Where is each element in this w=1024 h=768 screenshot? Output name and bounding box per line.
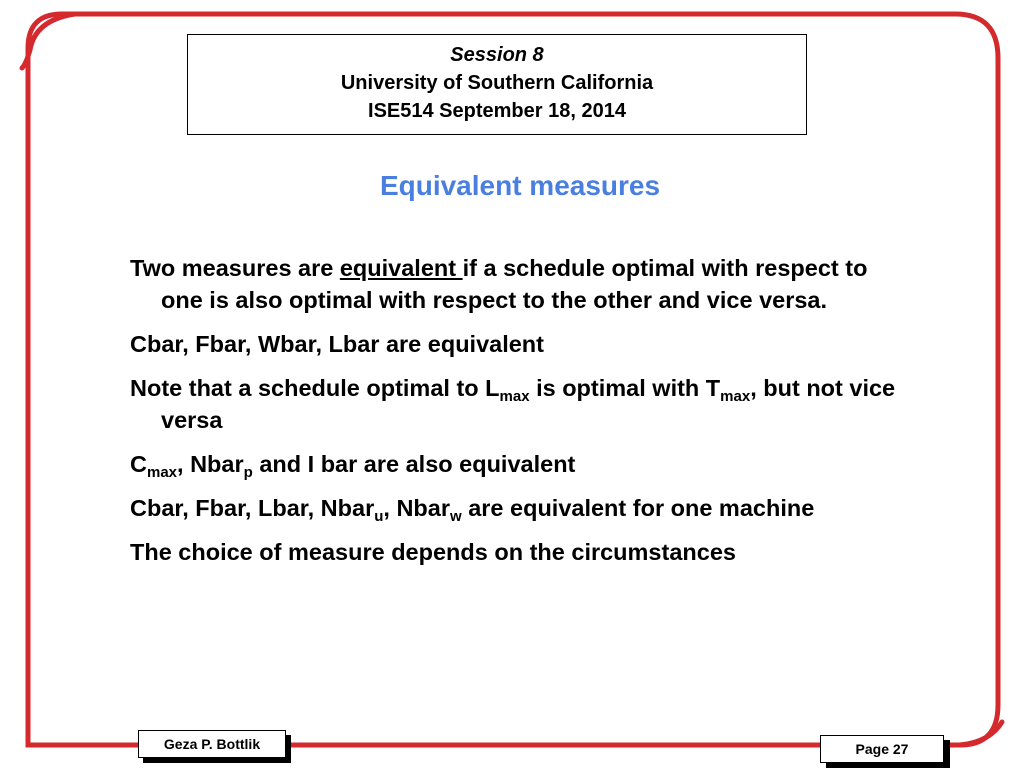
bullet-cbar-fbar: Cbar, Fbar, Wbar, Lbar are equivalent xyxy=(130,331,544,357)
bullet-list xyxy=(130,252,910,580)
bullet-5-p1: Cbar, Fbar, Lbar, Nbar xyxy=(130,495,375,521)
bullet-5-s2: w xyxy=(450,508,462,525)
bullet-5-p2: , Nbar xyxy=(383,495,450,521)
slide-title: Equivalent measures xyxy=(379,170,661,201)
bullet-1-underlined: equivalent xyxy=(339,255,463,281)
bullet-4-p2: , Nbar xyxy=(177,451,244,477)
bullet-4-p3: and I bar are also equivalent xyxy=(252,451,576,477)
bullet-1-pre: Two measures are xyxy=(130,255,340,281)
bullet-1-post: if a schedule optimal with respect to one is also optimal with respect to the other and vice versa. xyxy=(161,255,868,313)
bullet-choice-of-measure: The choice of measure depends on the circumstances xyxy=(130,539,736,565)
bullet-equivalent-definition xyxy=(130,252,910,316)
session-label: Session 8 xyxy=(450,44,544,66)
author-box: Geza P. Bottlik xyxy=(138,730,286,758)
header-box xyxy=(187,34,807,135)
bullet-4-s2: p xyxy=(243,464,253,481)
bullet-lmax-tmax xyxy=(130,372,910,436)
bullet-4-s1: max xyxy=(146,464,178,481)
bullet-5-s1: u xyxy=(374,508,384,525)
bullet-3-p3: , but not vice versa xyxy=(161,375,896,433)
bullet-3-p1: Note that a schedule optimal to L xyxy=(130,375,500,401)
page-number: Page 27 xyxy=(820,735,944,763)
bullet-cmax-nbar xyxy=(130,448,910,480)
bullet-3-s1: max xyxy=(499,388,530,405)
bullet-3-s2: max xyxy=(720,388,751,405)
bullet-3-p2: is optimal with T xyxy=(529,375,721,401)
bullet-4-p1: C xyxy=(130,451,147,477)
university-name: University of Southern California xyxy=(340,72,654,94)
course-date: ISE514 September 18, 2014 xyxy=(368,100,626,122)
bullet-5-p3: are equivalent for one machine xyxy=(461,495,815,521)
bullet-one-machine xyxy=(130,492,910,524)
